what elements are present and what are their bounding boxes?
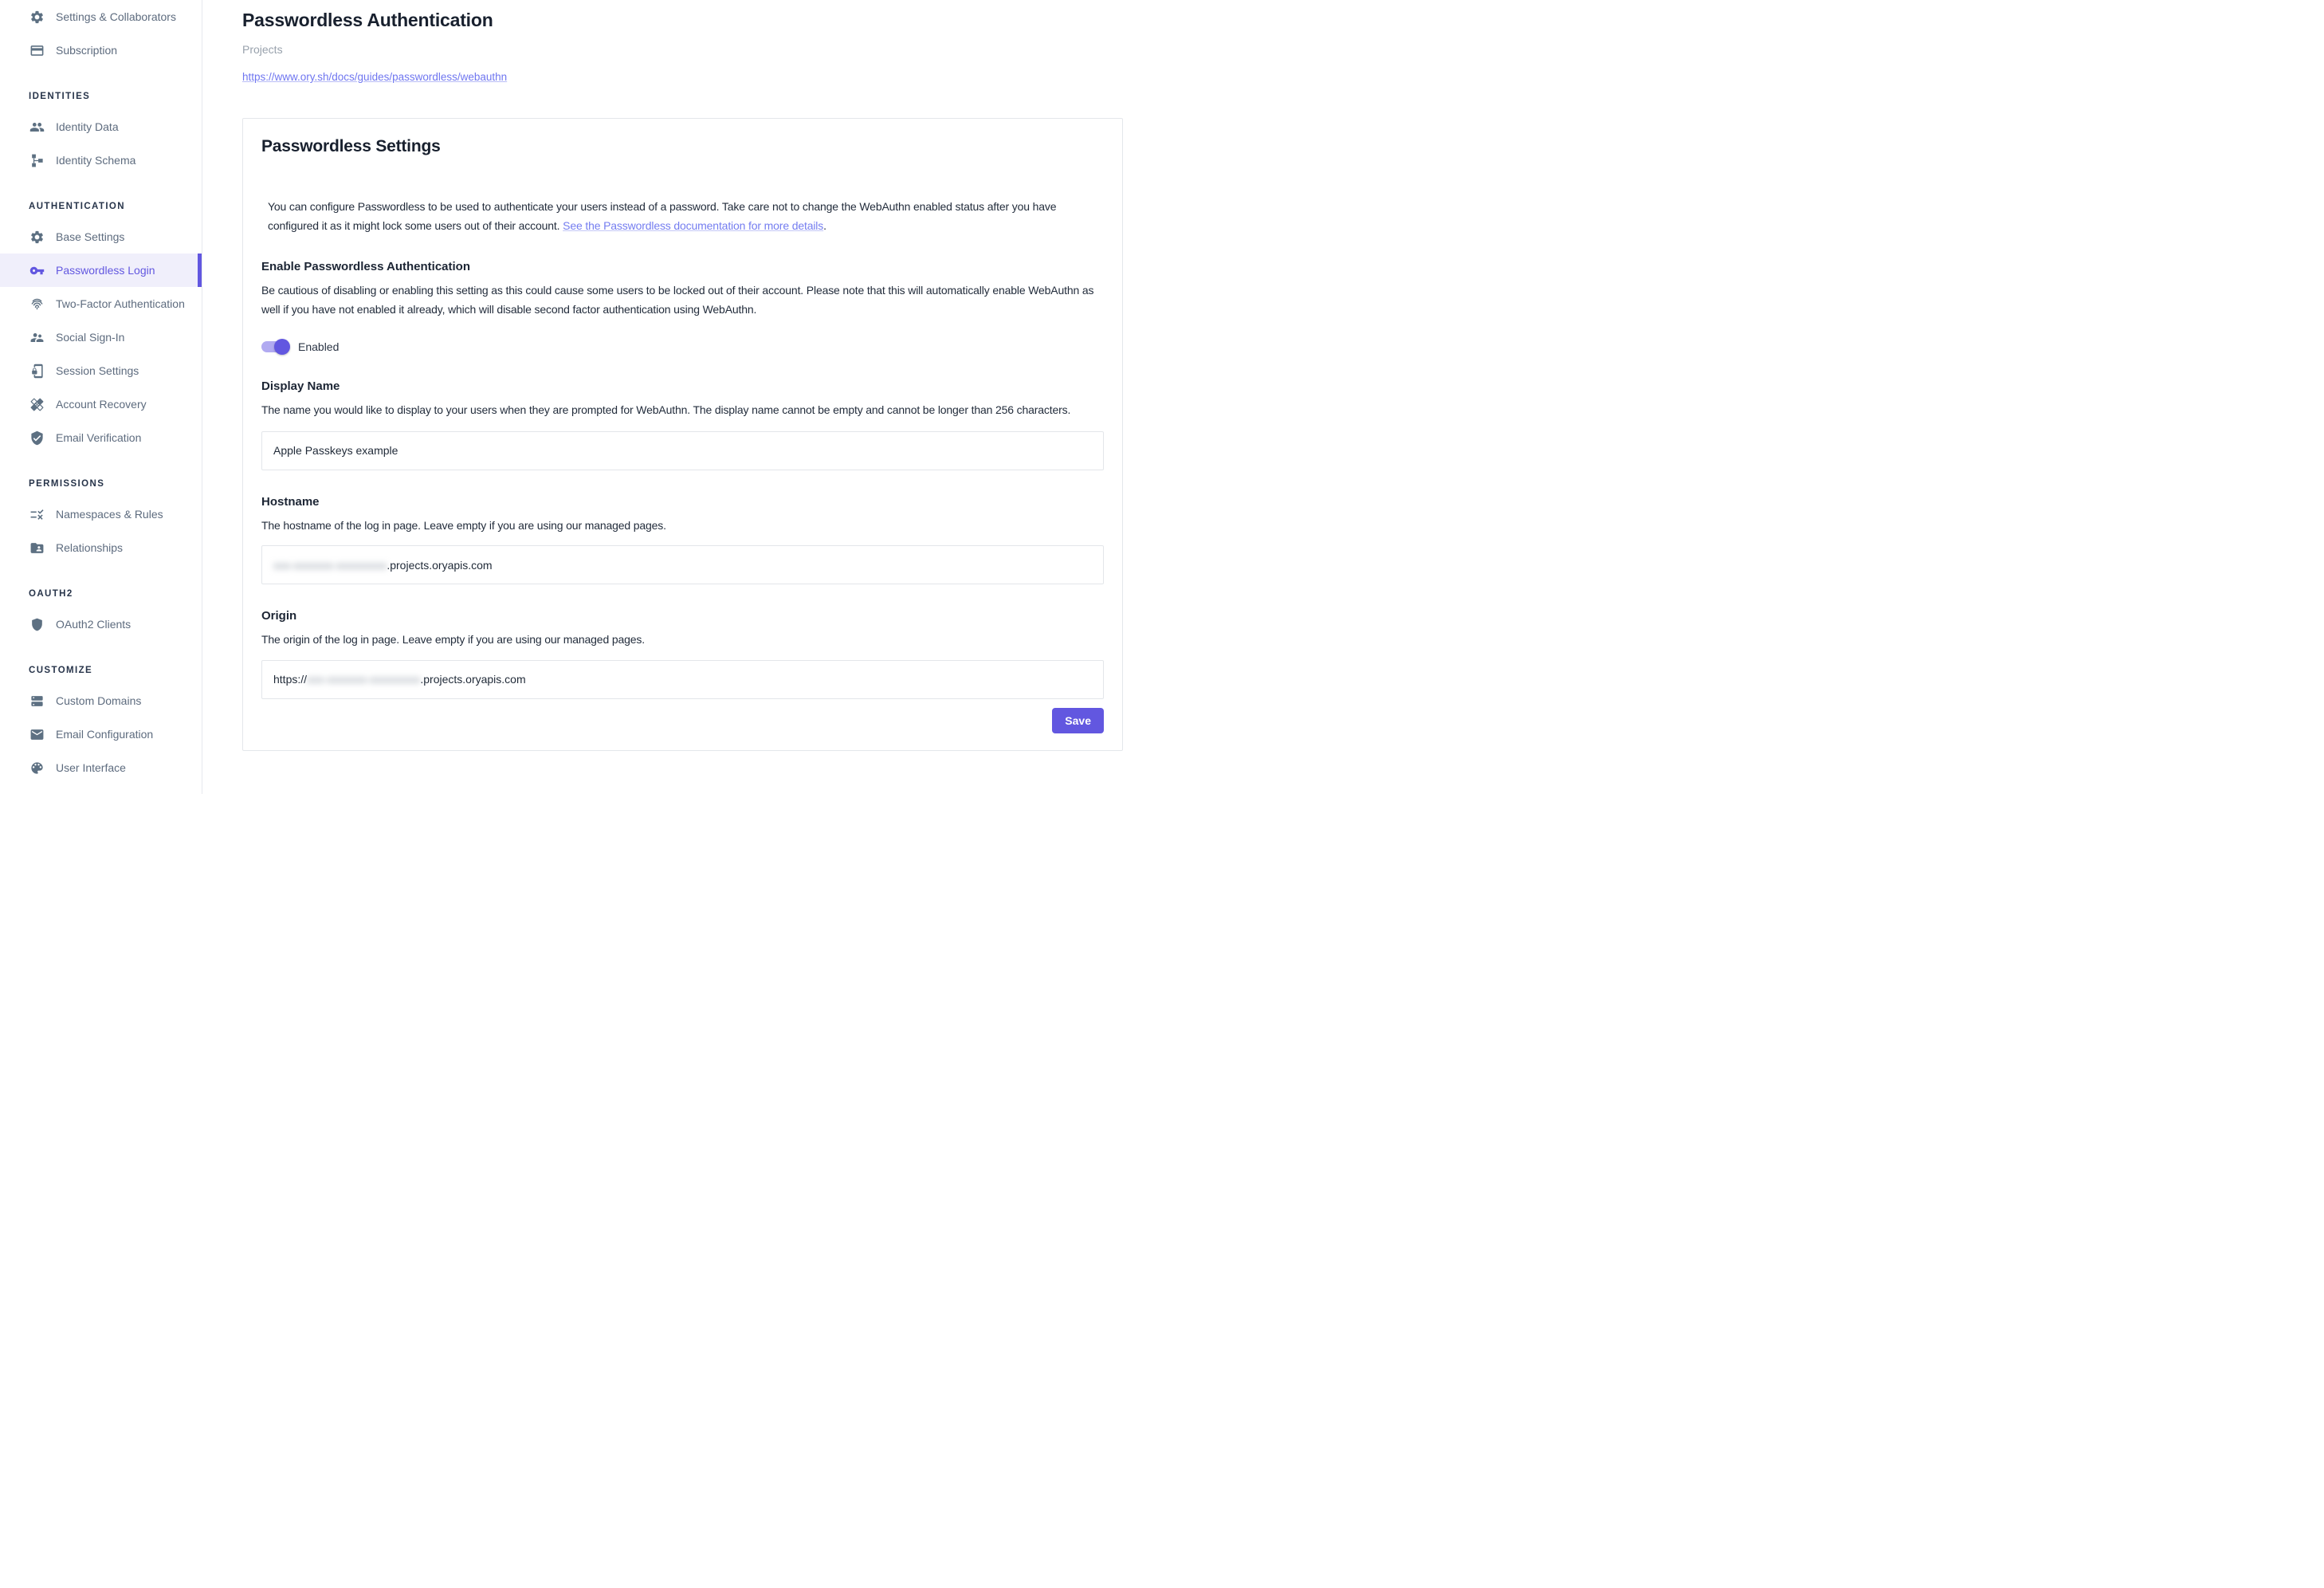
sidebar-item-label: Session Settings <box>56 364 139 377</box>
display-name-input[interactable] <box>261 431 1104 470</box>
fingerprint-icon <box>29 296 45 312</box>
sidebar-item-label: Relationships <box>56 541 124 554</box>
shield-check-icon <box>29 430 45 446</box>
sidebar-item-label: Passwordless Login <box>56 264 155 277</box>
hostname-input[interactable] <box>261 545 1104 584</box>
origin-masked-segment: xxx-xxxxxxx-xxxxxxxxx <box>307 673 421 686</box>
sidebar-section-customize: CUSTOMIZE <box>29 666 93 675</box>
sidebar-section-permissions: PERMISSIONS <box>29 479 105 489</box>
display-name-label: Display Name <box>261 379 340 393</box>
sidebar-item-oauth2-clients[interactable] <box>0 607 202 641</box>
sidebar-item-passwordless-login[interactable] <box>0 254 202 287</box>
sidebar-item-custom-domains[interactable] <box>0 684 202 717</box>
sidebar-item-relationships[interactable] <box>0 531 202 564</box>
folder-person-icon <box>29 540 45 556</box>
sidebar-item-social-sign-in[interactable] <box>0 320 202 354</box>
healing-icon <box>29 396 45 412</box>
toggle-label: Enabled <box>298 340 340 353</box>
sidebar-item-label: Email Configuration <box>56 728 154 741</box>
sidebar-item-settings-collaborators[interactable] <box>0 0 202 33</box>
rule-icon <box>29 506 45 522</box>
intro-paragraph <box>261 198 1104 235</box>
sidebar-item-account-recovery[interactable] <box>0 387 202 421</box>
save-row <box>261 708 1104 733</box>
people-alt-icon <box>29 329 45 345</box>
sidebar-item-label: Settings & Collaborators <box>56 10 176 23</box>
phone-lock-icon <box>29 363 45 379</box>
sidebar-item-label: Custom Domains <box>56 694 142 707</box>
sidebar-item-label: User Interface <box>56 761 126 774</box>
sidebar-item-email-configuration[interactable] <box>0 717 202 751</box>
sidebar-section-oauth2: OAUTH2 <box>29 589 73 599</box>
sidebar-section-authentication: AUTHENTICATION <box>29 202 125 211</box>
hostname-masked-segment: xxx-xxxxxxx-xxxxxxxxx <box>273 558 387 572</box>
sidebar-item-namespaces-rules[interactable] <box>0 497 202 531</box>
sidebar-item-base-settings[interactable] <box>0 220 202 254</box>
sidebar-item-label: Namespaces & Rules <box>56 508 163 521</box>
intro-period: . <box>823 218 826 232</box>
card-heading: Passwordless Settings <box>261 137 441 155</box>
servers-icon <box>29 693 45 709</box>
sidebar-item-label: Identity Schema <box>56 154 136 167</box>
sidebar-item-two-factor-authentication[interactable] <box>0 287 202 320</box>
hostname-description: The hostname of the log in page. Leave empty if you are using our managed pages. <box>261 518 666 532</box>
origin-prefix: https:// <box>273 673 308 686</box>
mail-icon <box>29 726 45 742</box>
intro-text: You can configure Passwordless to be used to authenticate your users instead of a password. Take care not to change the WebAuthn enabled status after you have configured it as it might lock some users out of their account. <box>268 200 1057 232</box>
display-name-description: The name you would like to display to your users when they are prompted for WebAuthn. The display name cannot be empty and cannot be longer than 256 characters. <box>261 403 1071 416</box>
sidebar-item-subscription[interactable] <box>0 33 202 67</box>
people-icon <box>29 119 45 135</box>
origin-label: Origin <box>261 609 297 623</box>
enable-passwordless-label: Enable Passwordless Authentication <box>261 260 471 273</box>
gear-icon <box>29 229 45 245</box>
sidebar-item-identity-schema[interactable] <box>0 143 202 177</box>
webauthn-docs-link[interactable]: https://www.ory.sh/docs/guides/passwordless/webauthn <box>242 71 508 83</box>
main-content <box>202 0 1162 794</box>
sidebar <box>0 0 202 794</box>
sidebar-item-user-interface[interactable] <box>0 751 202 784</box>
breadcrumb: Projects <box>242 43 283 56</box>
toggle-thumb <box>274 339 290 355</box>
passwordless-enabled-toggle[interactable] <box>261 339 289 355</box>
schema-icon <box>29 152 45 168</box>
sidebar-item-label: Base Settings <box>56 230 125 243</box>
save-button[interactable]: Save <box>1052 708 1104 733</box>
enable-toggle-row <box>261 339 1104 355</box>
gear-icon <box>29 9 45 25</box>
origin-input[interactable] <box>261 660 1104 699</box>
sidebar-item-label: Two-Factor Authentication <box>56 297 185 310</box>
hostname-label: Hostname <box>261 494 320 509</box>
enable-passwordless-description: Be cautious of disabling or enabling this setting as this could cause some users to be locked out of their account. Please note that this will automatically enable WebAuthn as well if you have not enabled it already, which will disable second factor authentication using WebAuthn. <box>261 284 1094 316</box>
key-icon <box>29 262 45 278</box>
sidebar-item-label: Social Sign-In <box>56 331 125 344</box>
sidebar-item-label: Account Recovery <box>56 398 147 411</box>
sidebar-item-identity-data[interactable] <box>0 110 202 143</box>
sidebar-item-label: OAuth2 Clients <box>56 618 132 631</box>
sidebar-item-session-settings[interactable] <box>0 354 202 387</box>
credit-card-icon <box>29 42 45 58</box>
display-name-value: Apple Passkeys example <box>273 444 398 457</box>
passwordless-settings-card <box>242 118 1123 751</box>
sidebar-item-email-verification[interactable] <box>0 421 202 454</box>
sidebar-section-identities: IDENTITIES <box>29 92 91 101</box>
palette-icon <box>29 760 45 776</box>
shield-icon <box>29 616 45 632</box>
sidebar-item-label: Subscription <box>56 44 118 57</box>
hostname-suffix: .projects.oryapis.com <box>387 558 493 572</box>
page-title: Passwordless Authentication <box>242 10 493 30</box>
passwordless-docs-link[interactable]: See the Passwordless documentation for more details <box>563 218 824 232</box>
sidebar-item-label: Email Verification <box>56 431 142 444</box>
sidebar-item-label: Identity Data <box>56 120 119 133</box>
origin-description: The origin of the log in page. Leave empty if you are using our managed pages. <box>261 633 645 646</box>
origin-suffix: .projects.oryapis.com <box>420 673 526 686</box>
